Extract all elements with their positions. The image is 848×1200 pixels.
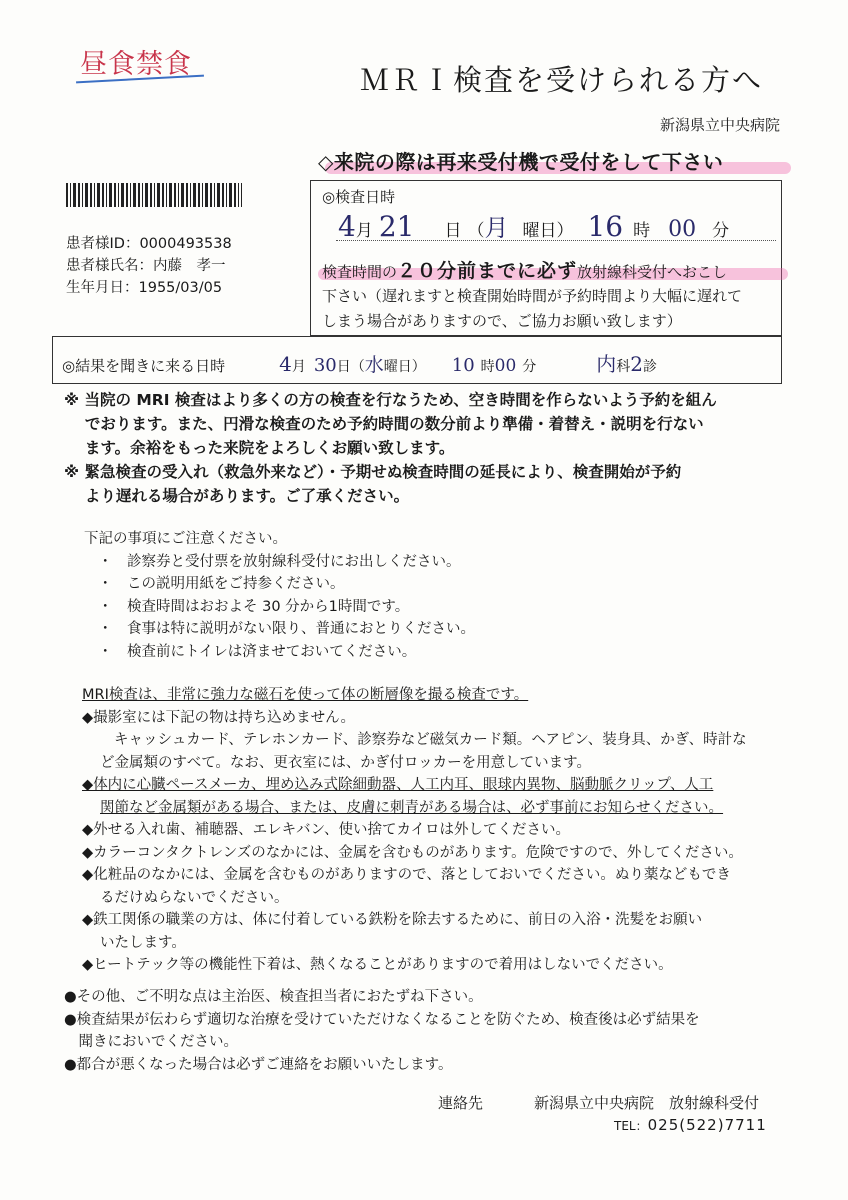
exam-hour: 16 — [587, 210, 624, 243]
result-month: 4 — [279, 352, 292, 376]
hour-unit: 時 — [480, 359, 495, 375]
mri-line: ◆ヒートテック等の機能性下着は、熱くなることがありますので着用はしないでください。 — [82, 957, 673, 973]
month-unit: 月 — [355, 221, 373, 241]
exam-month: 4 — [338, 210, 356, 243]
result-day: 30 — [313, 355, 337, 376]
patient-name: 患者様氏名：内藤 孝一 — [66, 258, 226, 274]
closing-line: ●その他、ご不明な点は主治医、検査担当者におたずね下さい。 — [64, 989, 483, 1005]
closing-line: ●検査結果が伝わらず適切な治療を受けていただけなくなることを防ぐため、検査後は必ず結果を — [64, 1011, 700, 1028]
mri-line: ◆カラーコンタクトレンズのなかには、金属を含むものがあります。危険ですので、外してください。 — [82, 844, 743, 861]
day-unit: 日（ — [336, 359, 365, 375]
mri-line: キャッシュカード、テレホンカード、診察券など磁気カード類。ヘアピン、装身具、かぎ、時計な — [114, 732, 747, 748]
mri-line: ◆体内に心臓ペースメーカ、埋め込み式除細動器、人工内耳、眼球内異物、脳動脈クリップ、人工 — [82, 777, 714, 793]
exam-datetime — [338, 208, 729, 243]
attention-item: ・ 食事は特に説明がない限り、普通におとりください。 — [98, 621, 475, 637]
contact-dept: 新潟県立中央病院 放射線科受付 — [534, 1094, 760, 1112]
handwritten-stamp-note: 昼食禁食 — [80, 49, 192, 80]
reception-notice: ◇来院の際は再来受付機で受付をして下さい — [318, 150, 724, 174]
note-line: でおります。また、円滑な検査のため予約時間の数分前より準備・着替え・説明を行ない — [64, 415, 704, 433]
closing-block — [64, 986, 788, 1076]
exam-day: 21 — [378, 210, 415, 243]
month-unit: 月 — [291, 359, 306, 375]
notice-wrap — [318, 146, 788, 175]
dept-unit: 科 — [616, 359, 631, 375]
page-title: ＭＲＩ検査を受けられる方へ — [360, 63, 764, 97]
minute-unit: 分 — [522, 359, 537, 375]
tel-number: 025(522)7711 — [647, 1116, 767, 1134]
attention-block — [84, 528, 475, 663]
hour-unit: 時 — [633, 221, 651, 241]
tel-label: TEL： — [614, 1119, 648, 1133]
result-hour: 10 — [451, 355, 475, 376]
patient-id: 患者様ID：0000493538 — [66, 236, 232, 252]
exam-warning-line3: しまう場合がありますので、ご協力お願い致します） — [322, 312, 682, 330]
note-line: ※ 緊急検査の受入れ（救急外来など）・予期せぬ検査時間の延長により、検査開始が予約 — [64, 463, 682, 481]
contact-tel — [614, 1116, 767, 1134]
closing-line: ●都合が悪くなった場合は必ずご連絡をお願いいたします。 — [64, 1056, 453, 1073]
mri-line: ◆鉄工関係の職業の方は、体に付着している鉄粉を除去するために、前日の入浴・洗髪をお願い — [82, 912, 703, 928]
contact-label: 連絡先 — [438, 1094, 484, 1112]
hospital-name: 新潟県立中央病院 — [659, 116, 780, 134]
note-line: より遅れる場合があります。ご了承ください。 — [64, 487, 410, 505]
note-line: ※ 当院の MRI 検査はより多くの方の検査を行なうため、空き時間を作らないよう予約を組ん — [64, 391, 717, 409]
exam-weekday: 月 — [484, 214, 509, 242]
mri-section — [82, 684, 794, 977]
minute-unit: 分 — [712, 221, 730, 241]
mri-line: ◆撮影室には下記の物は持ち込めません。 — [82, 709, 356, 726]
result-room: 2 — [630, 352, 644, 376]
mri-line: ◆化粧品のなかには、金属を含むものがありますので、落としておいでください。ぬり薬などもでき — [82, 867, 731, 883]
warning-text: 放射線科受付へおこし — [577, 263, 728, 281]
result-datetime — [62, 348, 657, 377]
attention-item: ・ この説明用紙をご持参ください。 — [98, 576, 345, 592]
day-unit: 日 — [444, 221, 462, 241]
mri-line: ど金属類のすべて。なお、更衣室には、かぎ付ロッカーを用意しています。 — [100, 754, 591, 771]
patient-dob: 生年月日：1955/03/05 — [66, 280, 223, 296]
result-label: ◎結果を聞きに来る日時 — [62, 357, 226, 375]
mri-line: いたします。 — [100, 934, 186, 951]
attention-heading: 下記の事項にご注意ください。 — [84, 531, 287, 547]
exam-datetime-label: ◎検査日時 — [322, 188, 396, 206]
exam-minute: 00 — [668, 217, 697, 242]
mri-line: ◆外せる入れ歯、補聴器、エレキバン、使い捨てカイロは外してください。 — [82, 822, 571, 838]
result-weekday: 水 — [364, 354, 384, 376]
mri-line: 関節など金属類がある場合、または、皮膚に刺青がある場合は、必ず事前にお知らせください。 — [100, 799, 724, 816]
result-minute: 00 — [494, 356, 517, 376]
exam-warning-line1 — [322, 256, 727, 283]
closing-line: 聞きにおいでください。 — [64, 1034, 238, 1050]
attention-item: ・ 検査前にトイレは済ませておいてください。 — [98, 643, 417, 660]
result-dept: 内 — [596, 352, 617, 376]
warning-text: 検査時間の — [322, 263, 398, 281]
attention-item: ・ 診察券と受付票を放射線科受付にお出しください。 — [98, 553, 461, 570]
barcode — [66, 183, 242, 207]
weekday-unit: 曜日） — [522, 221, 574, 241]
weekday-unit: 曜日） — [383, 359, 426, 375]
note-line: ます。余裕をもった来院をよろしくお願い致します。 — [64, 439, 455, 457]
exam-warning-line2: 下さい（遅れますと検査開始時間が予約時間より大幅に遅れて — [322, 287, 743, 305]
weekday-open: （ — [467, 221, 485, 241]
room-unit: 診 — [643, 359, 658, 375]
mri-line: るだけぬらないでください。 — [100, 889, 289, 906]
warning-emphasis: ２０分前までに必ず — [397, 260, 578, 282]
notes-block — [64, 388, 788, 508]
mri-heading: MRI検査は、非常に強力な磁石を使って体の断層像を撮る検査です。 — [82, 687, 529, 703]
attention-item: ・ 検査時間はおおよそ 30 分から1時間です。 — [98, 598, 410, 615]
